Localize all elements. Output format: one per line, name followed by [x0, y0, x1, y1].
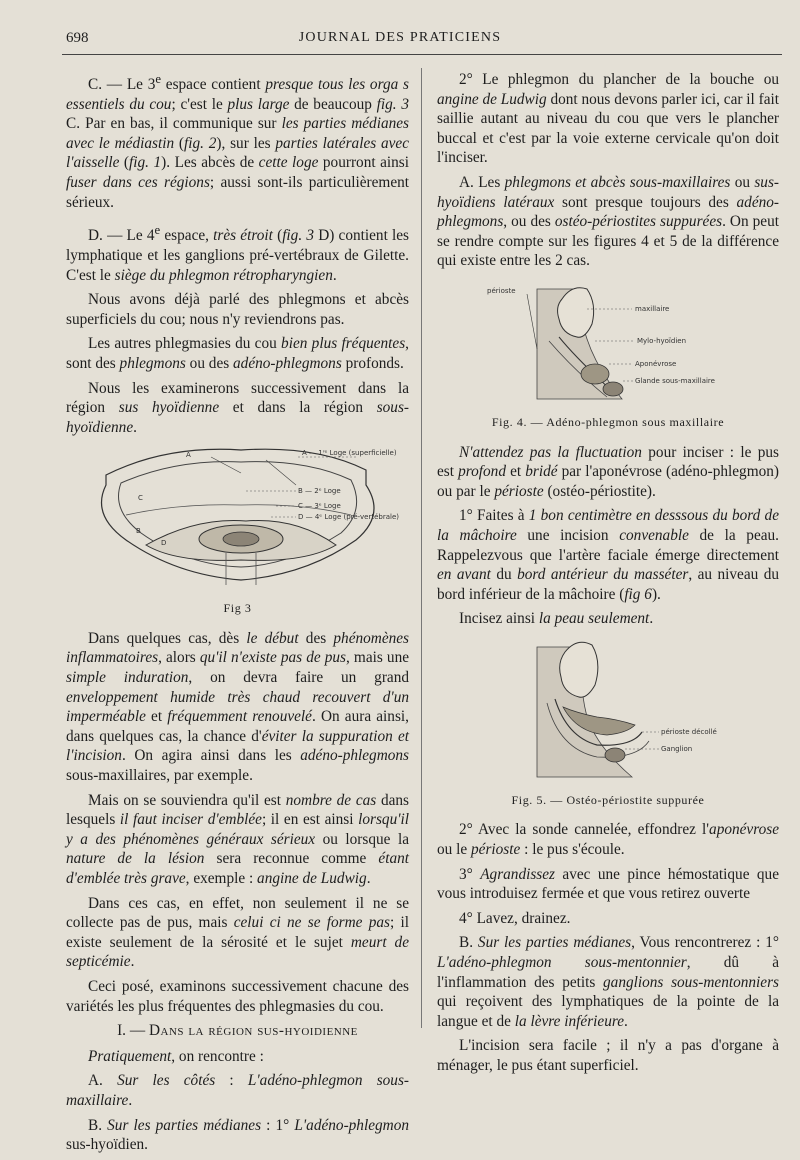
figure-5	[437, 637, 779, 811]
right-column	[437, 70, 779, 1081]
paragraph-peau-seulement: Incisez ainsi la peau seulement.	[459, 610, 654, 628]
paragraph-lavez: 4° Lavez, drainez.	[459, 909, 571, 927]
fig3-legend-2: B — 2ᵉ Loge	[298, 487, 341, 496]
journal-title: JOURNAL DES PRATICIENS	[298, 30, 502, 45]
page-header	[0, 30, 800, 50]
paragraph-sous-mentonnier: B. Sur les parties médianes, Vous rencontrerez : 1° L'adéno-phlegmon sous-mentonnier, dû à l'inflammation des petits ganglions sous-mentonniers qui reçoivent des lymphatiques de la pointe de la langue et de la lèvre inférieure.	[437, 934, 779, 1030]
header-rule	[62, 54, 782, 55]
paragraph-sous-maxillaires: A. Les phlegmons et abcès sous-maxillaires ou sus-hyoïdiens latéraux sont presque toujours des adéno-phlegmons, ou des ostéo-périostites suppurées. On peut se rendre compte sur les figures 4 et 5 de la différence qui existe entre les 2 cas.	[437, 173, 780, 270]
paragraph-fluctuation: N'attendez pas la fluctuation pour inciser : le pus est profond et bridé par l'aponévrose (adéno-phlegmon) ou par le périoste (ostéo-périostite).	[437, 443, 779, 500]
paragraph-debut: Dans quelques cas, dès le début des phénomènes inflammatoires, alors qu'il n'existe pas de pus, mais une simple induration, on devra faire un grand enveloppement humide très chaud recouvert d'un imperméable et fréquemment renouvelé. On aura ainsi, dans quelques cas, la chance d'éviter la suppuration et l'incision. On agira ainsi dans les adéno-phlegmons sous-maxillaires, par exemple.	[66, 629, 410, 785]
paragraph-phlegmasies: Les autres phlegmasies du cou bien plus fréquentes, sont des phlegmons ou des adéno-phlegmons profonds.	[66, 335, 409, 372]
figure-4-caption: Fig. 4. — Adéno-phlegmon sous maxillaire	[491, 414, 725, 429]
paragraph-incision-1: 1° Faites à 1 bon centimètre en desssous du bord de la mâchoire une incision convenable de la peau. Rappelezvous que l'artère faciale émerge directement en avant du bord antérieur du masséter, au niveau du bord inférieur de la mâchoire (fig 6).	[437, 507, 780, 603]
section-heading-sus-hyoidienne: I. — Dans la région sus-hyoidienne	[117, 1022, 358, 1040]
paragraph-d: D. — Le 4e espace, très étroit (fig. 3 D) contient les lymphatique et les ganglions pré-vertébraux de Gilette. C'est le siège du phlegmon rétropharyngien.	[66, 223, 409, 284]
fig3-label-d: D	[161, 539, 167, 548]
fig3-label-c: C	[138, 494, 143, 503]
fig4-label-aponevrose: Aponévrose	[635, 359, 677, 368]
fig3-label-b: B	[136, 527, 141, 536]
figure-4-adeno-phlegmon-diagram	[437, 279, 779, 409]
figure-3-neck-cross-section	[66, 445, 409, 595]
paragraph-incision-facile: L'incision sera facile ; il n'y a pas d'organe à ménager, le pus étant superficiel.	[437, 1037, 779, 1074]
paragraph-superficiels: Nous avons déjà parlé des phlegmons et abcès superficiels du cou; nous n'y reviendrons pas.	[66, 291, 409, 328]
paragraph-inciser: Mais on se souviendra qu'il est nombre de cas dans lesquels il faut inciser d'emblée; il en est ainsi lorsqu'il y a des phénomènes généraux sérieux ou lorsque la nature de la lésion sera reconnue comme étant d'emblée très grave, exemple : angine de Ludwig.	[66, 791, 409, 887]
figure-3-caption: Fig 3	[223, 601, 252, 616]
fig3-legend-3: C — 3ᵉ Loge	[298, 502, 341, 511]
figure-4	[437, 279, 779, 433]
paragraph-c: C. — Le 3e espace contient presque tous les orga s essentiels du cou; c'est le plus large de beaucoup fig. 3 C. Par en bas, il communique sur les parties médianes avec le médiastin (fig. 2), sur les parties latérales avec l'aisselle (fig. 1). Les abcès de cette loge pourront ainsi fuser dans ces régions; aussi sont-ils particulièrement sérieux.	[66, 72, 410, 211]
paragraph-septicemie: Dans ces cas, en effet, non seulement il ne se collecte pas de pus, mais celui ci ne se forme pas; il existe seulement de la sérosité et le sujet meurt de septicémie.	[66, 894, 410, 971]
fig4-label-maxillaire: maxillaire	[635, 304, 670, 313]
paragraph-sur-les-cotes: A. Sur les côtés : L'adéno-phlegmon sous-maxillaire.	[66, 1072, 409, 1109]
fig5-label-ganglion: Ganglion	[661, 744, 693, 753]
paragraph-examinerons: Nous les examinerons successivement dans la région sus hyoïdienne et dans la région sous-hyoïdienne.	[66, 379, 409, 436]
column-divider	[421, 68, 422, 1028]
paragraph-agrandissez: 3° Agrandissez avec une pince hémostatique que vous introduisez fermée et que vous retirez ouverte	[437, 865, 779, 903]
fig5-label-perioste: périoste décollé	[661, 727, 717, 736]
fig4-label-mylo-hyoidien: Mylo-hyoïdien	[637, 336, 687, 345]
figure-3	[66, 445, 409, 619]
fig3-label-a: A	[186, 451, 191, 460]
fig4-label-glande: Glande sous-maxillaire	[635, 376, 715, 385]
paragraph-sonde: 2° Avec la sonde cannelée, effondrez l'aponévrose ou le périoste : le pus s'écoule.	[437, 821, 779, 859]
paragraph-pratiquement: Pratiquement, on rencontre :	[88, 1047, 264, 1065]
fig3-legend-1: A — 1ʳᵉ Loge (superficielle)	[302, 449, 397, 458]
figure-5-caption: Fig. 5. — Ostéo-périostite suppurée	[511, 792, 705, 807]
paragraph-parties-medianes: B. Sur les parties médianes : 1° L'adéno-phlegmon sus-hyoïdien.	[66, 1116, 409, 1154]
fig4-label-perioste: périoste	[487, 286, 516, 295]
page-number: 698	[66, 30, 89, 46]
fig3-legend-4: D — 4ᵉ Loge (pré-vertébrale)	[298, 513, 399, 522]
left-column	[66, 70, 409, 1160]
paragraph-ludwig: 2° Le phlegmon du plancher de la bouche ou angine de Ludwig dont nous devons parler ici, car il fait saillie autant au niveau du cou que vers le plancher buccal et c'est par la voie externe cervicale qu'on doit l'inciser.	[437, 71, 779, 167]
paragraph-ceci-pose: Ceci posé, examinons successivement chacune des variétés les plus fréquentes des phlegmasies du cou.	[66, 977, 409, 1015]
figure-5-osteo-periostite-diagram	[437, 637, 779, 787]
